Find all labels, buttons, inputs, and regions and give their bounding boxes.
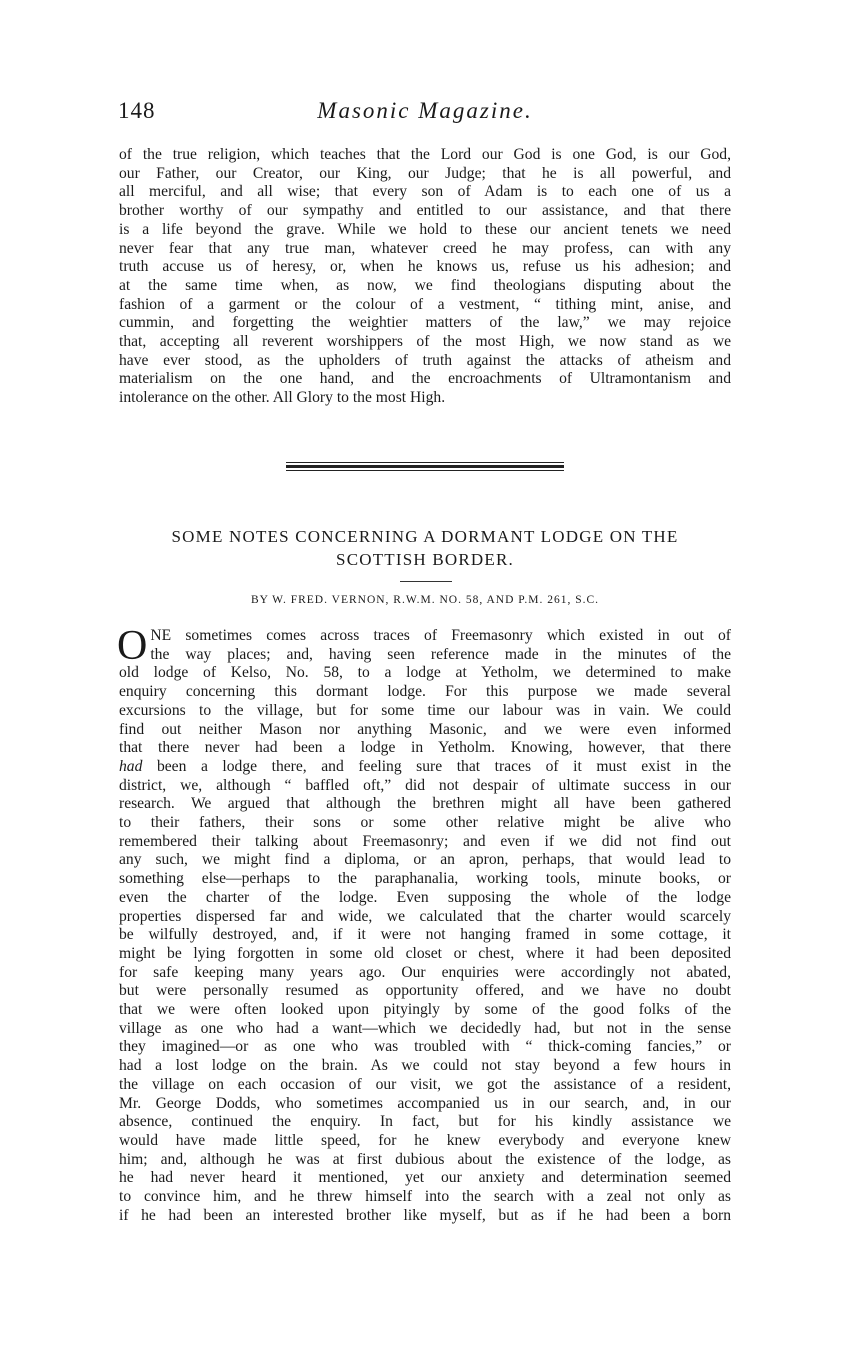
text-line: he had never heard it mentioned, yet our anxiety and determination seemed [119,1169,731,1187]
text-line: district, we, although “ baffled oft,” did not despair of ultimate success in our [119,776,731,794]
text-line: the way places; and, having seen reference made in the minutes of the [150,645,731,663]
text-line: all merciful, and all wise; that every son of Adam is to each one of us a [119,183,731,201]
text-line: intolerance on the other. All Glory to the most High. [119,389,446,407]
text-line: the village on each occasion of our visit, we got the assistance of a resident, [119,1075,731,1093]
text-line: absence, continued the enquiry. In fact, but for his kindly assistance we [119,1113,731,1131]
text-line: remembered their talking about Freemasonry; and even if we did not find out [119,832,731,850]
text-line: would have made little speed, for he knew everybody and everyone knew [119,1131,731,1149]
text-line: something else—perhaps to the paraphanalia, working tools, minute books, or [119,870,731,888]
text-fragment: been a lodge there, and feeling sure that traces of it must exist in the [142,757,731,775]
divider-thin-rule [286,462,564,463]
text-line: village as one who had a want—which we decidedly had, but not in the sense [119,1019,731,1037]
text-line: cummin, and forgetting the weightier matters of the law,” we may rejoice [119,314,731,332]
text-line: properties dispersed far and wide, we calculated that the charter would scarcely [119,907,731,925]
divider-thin-rule [286,470,564,471]
section-divider [286,462,564,471]
divider-thick-rule [286,465,564,468]
text-line: materialism on the one hand, and the encroachments of Ultramontanism and [119,370,731,388]
drop-cap: O [117,623,148,669]
text-line: that, accepting all reverent worshippers of the most High, we now stand as we [119,333,731,351]
text-line: find out neither Mason nor anything Masonic, and we were even informed [119,720,731,738]
text-line: have ever stood, as the upholders of truth against the attacks of atheism and [119,351,731,369]
text-line: is a life beyond the grave. While we hold to these our ancient tenets we need [119,220,731,238]
text-line: be wilfully destroyed, and, if it were not hanging framed in some cottage, it [119,926,731,944]
text-line: for safe keeping many years ago. Our enquiries were accordingly not abated, [119,963,731,981]
text-line: of the true religion, which teaches that the Lord our God is one God, is our God, [119,146,731,163]
text-line: even the charter of the lodge. Even supposing the whole of the lodge [119,888,731,906]
text-line: NE sometimes comes across traces of Freemasonry which existed in out of [150,627,731,644]
text-line: fashion of a garment or the colour of a vestment, “ tithing mint, anise, and [119,295,731,313]
text-line: never fear that any true man, whatever creed he may profess, can with any [119,239,731,257]
running-title: Masonic Magazine. [317,98,533,123]
text-line: at the same time when, as now, we find theologians disputing about the [119,276,731,294]
text-line: our Father, our Creator, our King, our Judge; that he is all powerful, and [119,164,731,182]
article-title [119,525,731,571]
text-line: but were personally resumed as opportunity offered, and we have no doubt [119,982,731,1000]
italic-word: had [119,757,143,775]
text-line: enquiry concerning this dormant lodge. For this purpose we made several [119,683,731,701]
article-byline: BY W. FRED. VERNON, R.W.M. NO. 58, AND P.M. 261, S.C. [250,594,600,606]
text-line: excursions to the village, but for some time our labour was in vain. We could [119,701,731,719]
text-line: if he had been an interested brother like myself, but as if he had been a born [119,1206,731,1224]
text-line: had a lost lodge on the brain. As we could not stay beyond a few hours in [119,1057,731,1075]
text-line: that we were often looked upon pityingly by some of the good folks of the [119,1001,731,1019]
text-line-italic [119,758,731,777]
text-line: Mr. George Dodds, who sometimes accompanied us in our search, and, in our [119,1094,731,1112]
text-line: him; and, although he was at first dubious about the existence of the lodge, as [119,1150,731,1168]
text-line: old lodge of Kelso, No. 58, to a lodge at Yetholm, we determined to make [119,664,731,682]
text-line: any such, we might find a diploma, or an apron, perhaps, that would lead to [119,851,731,869]
text-line: they imagined—or as one who was troubled with “ thick-coming fancies,” or [119,1038,731,1056]
title-underline [400,581,452,582]
text-line: to their fathers, their sons or some other relative might be alive who [119,814,731,832]
article-title-line: SOME NOTES CONCERNING A DORMANT LODGE ON THE [171,527,679,546]
text-line: to convince him, and he threw himself into the search with a zeal not only as [119,1188,731,1206]
closing-paragraph [119,146,731,408]
text-line: brother worthy of our sympathy and entitled to our assistance, and that there [119,202,731,220]
text-line: research. We argued that although the brethren might all have been gathered [119,795,731,813]
page-header [118,98,732,128]
page-number: 148 [118,98,156,123]
text-line: truth accuse us of heresy, or, when he knows us, refuse us his adhesion; and [119,258,731,276]
text-line: might be lying forgotten in some old closet or chest, where it had been deposited [119,944,731,962]
article-title-line: SCOTTISH BORDER. [336,550,514,569]
text-line: that there never had been a lodge in Yetholm. Knowing, however, that there [119,739,731,757]
article-body [117,623,731,1226]
